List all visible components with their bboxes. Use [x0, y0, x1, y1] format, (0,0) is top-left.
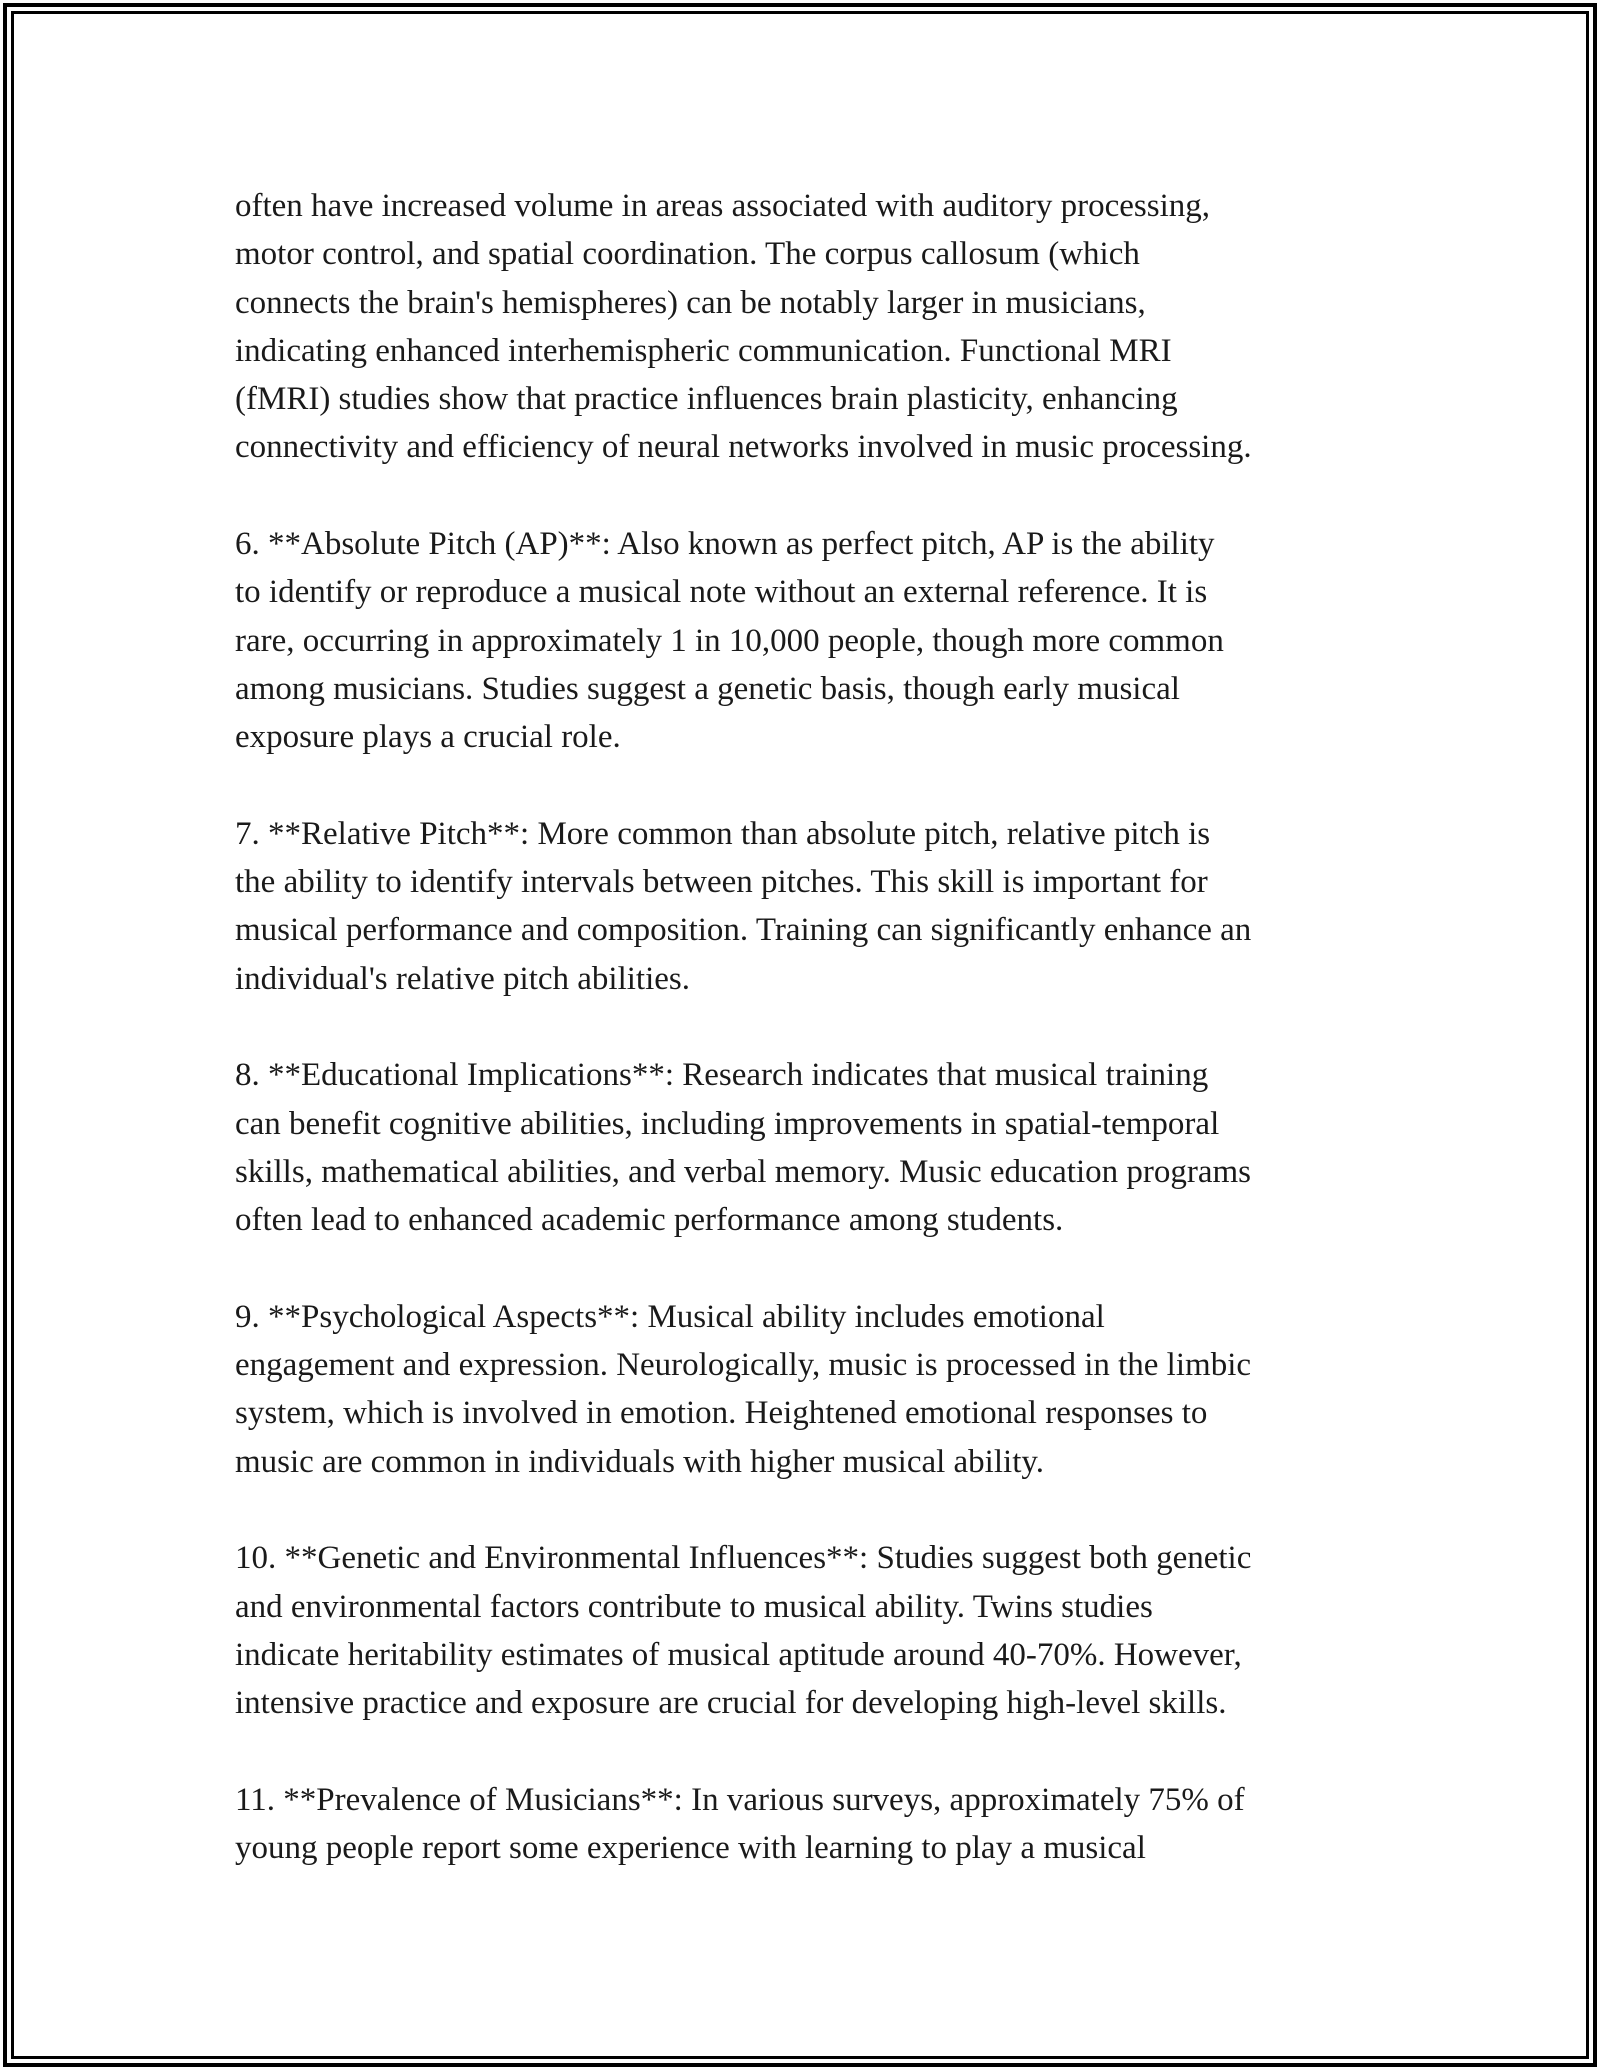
text-line: and environmental factors contribute to musical ability. Twins studies: [235, 1588, 1153, 1625]
text-line: skills, mathematical abilities, and verbal memory. Music education programs: [235, 1153, 1252, 1190]
text-line: 6. **Absolute Pitch (AP)**: Also known as perfect pitch, AP is the ability: [235, 526, 1215, 563]
text-line: 10. **Genetic and Environmental Influences**: Studies suggest both genetic: [235, 1540, 1252, 1577]
text-line: indicating enhanced interhemispheric communication. Functional MRI: [235, 332, 1172, 369]
paragraph-absolute-pitch: [235, 520, 1385, 761]
paragraph-brain-structure: [235, 182, 1385, 472]
paragraph-educational-implications: [235, 1051, 1385, 1244]
text-line: engagement and expression. Neurologically, music is processed in the limbic: [235, 1347, 1252, 1384]
text-line: 8. **Educational Implications**: Research indicates that musical training: [235, 1057, 1209, 1094]
text-line: connects the brain's hemispheres) can be notably larger in musicians,: [235, 284, 1146, 321]
text-line: the ability to identify intervals between pitches. This skill is important for: [235, 864, 1208, 901]
text-line: often lead to enhanced academic performance among students.: [235, 1202, 1064, 1239]
text-line: individual's relative pitch abilities.: [235, 960, 691, 997]
paragraph-prevalence-of-musicians: [235, 1776, 1385, 1873]
text-line: motor control, and spatial coordination. The corpus callosum (which: [235, 236, 1140, 273]
text-line: rare, occurring in approximately 1 in 10,000 people, though more common: [235, 622, 1224, 659]
text-line: music are common in individuals with higher musical ability.: [235, 1443, 1044, 1480]
text-line: 9. **Psychological Aspects**: Musical ability includes emotional: [235, 1298, 1105, 1335]
text-line: often have increased volume in areas associated with auditory processing,: [235, 188, 1210, 224]
text-line: system, which is involved in emotion. Heightened emotional responses to: [235, 1395, 1208, 1432]
text-line: among musicians. Studies suggest a genetic basis, though early musical: [235, 670, 1180, 707]
document-body: [235, 182, 1385, 1921]
text-line: 7. **Relative Pitch**: More common than absolute pitch, relative pitch is: [235, 815, 1211, 852]
text-line: 11. **Prevalence of Musicians**: In various surveys, approximately 75% of: [235, 1781, 1245, 1818]
paragraph-psychological-aspects: [235, 1293, 1385, 1486]
text-line: (fMRI) studies show that practice influences brain plasticity, enhancing: [235, 381, 1178, 418]
paragraph-genetic-environmental: [235, 1534, 1385, 1727]
text-line: indicate heritability estimates of musical aptitude around 40-70%. However,: [235, 1636, 1242, 1673]
text-line: musical performance and composition. Training can significantly enhance an: [235, 912, 1252, 949]
text-line: to identify or reproduce a musical note without an external reference. It is: [235, 574, 1208, 611]
text-line: young people report some experience with learning to play a musical: [235, 1830, 1146, 1867]
paragraph-relative-pitch: [235, 810, 1385, 1003]
text-line: exposure plays a crucial role.: [235, 719, 621, 756]
text-line: can benefit cognitive abilities, including improvements in spatial-temporal: [235, 1105, 1220, 1142]
text-line: intensive practice and exposure are crucial for developing high-level skills.: [235, 1685, 1227, 1722]
text-line: connectivity and efficiency of neural networks involved in music processing.: [235, 429, 1252, 466]
